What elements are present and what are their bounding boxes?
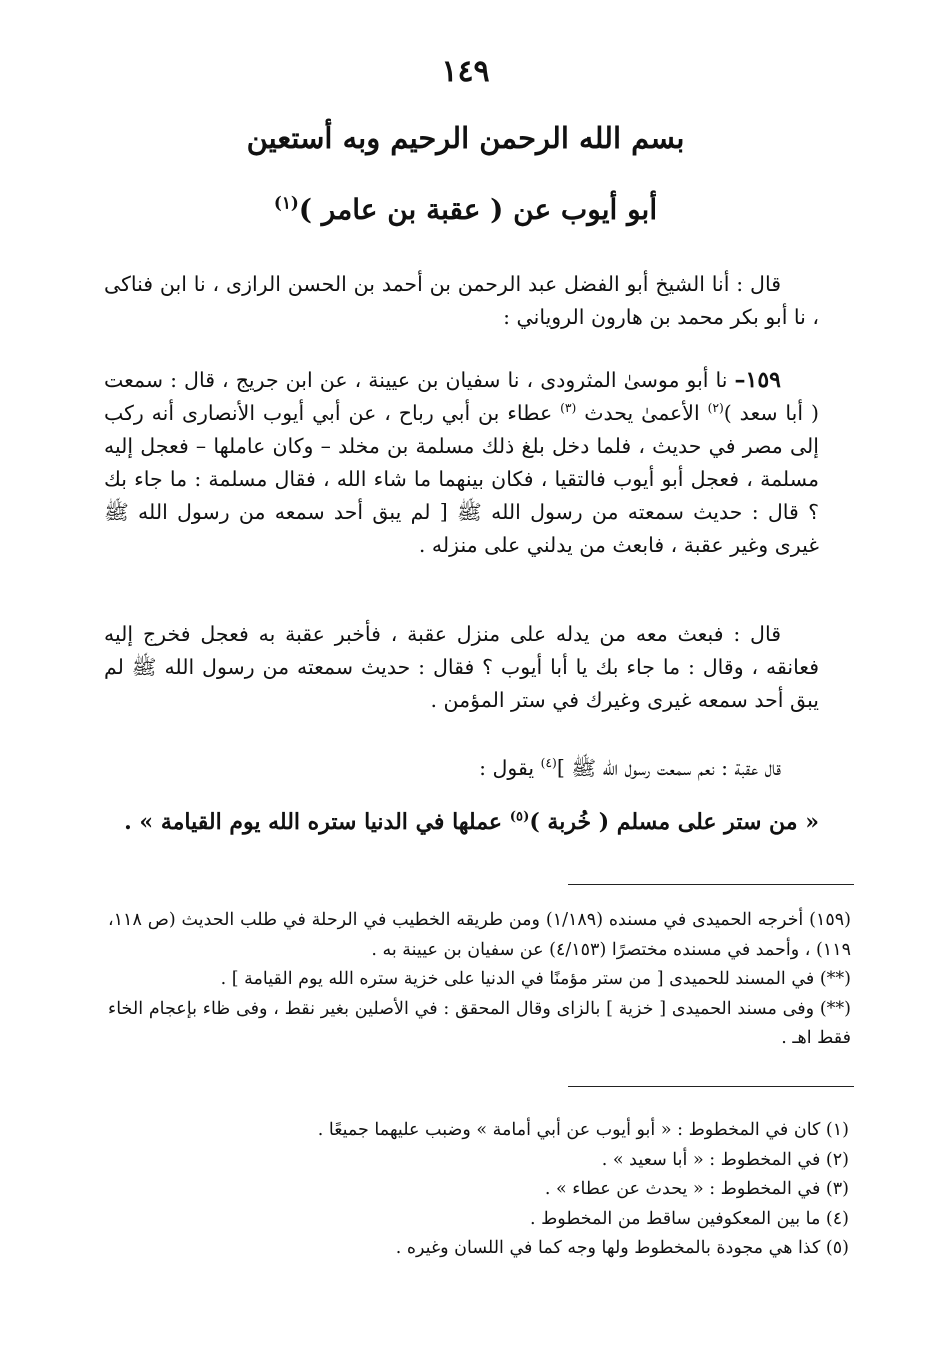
- footnotes: [108, 1116, 849, 1264]
- editor-notes: [108, 906, 851, 1054]
- footnote-ref-2[interactable]: (٢): [707, 401, 724, 416]
- footnote-1: (١) كان في المخطوط : « أبو أيوب عن أبي أمامة » وضبب عليهما جميعًا .: [317, 1120, 849, 1140]
- hadith-paragraph: [104, 364, 819, 562]
- paragraph-3-tail: يقول :: [479, 756, 535, 780]
- footnote-5: (٥) كذا هي مجودة بالمخطوط ولها وجه كما في اللسان وغيره .: [395, 1238, 849, 1258]
- paragraph-2-text: قال : فبعث معه من يدله على منزل عقبة ، فأخبر عقبة به فعجل فخرج إليه فعانقه ، وقال : ما جاء بك يا أبا أيوب ؟ فقال : حديث سمعته من رسول الله ﷺ لم يبق أحد سمعه غيرى وغيرك في ستر المؤمن .: [104, 622, 819, 712]
- paragraph-3-text: قال عقبة : نعم سمعت رسول الله ﷺ ]: [556, 756, 781, 780]
- matn-paragraph: [104, 806, 819, 839]
- footnote-ref-3[interactable]: (٣): [560, 401, 577, 416]
- footnote-ref-1[interactable]: (١): [273, 192, 299, 213]
- narration-paragraph-2: [104, 618, 819, 717]
- editor-note-variant: (**) وفى مسند الحميدى [ خزية ] بالزاى وقال المحقق : في الأصلين بغير نقط ، وفى ظاء بإعجام الخاء فقط اهـ .: [108, 998, 851, 1048]
- paragraph-3: [104, 752, 819, 785]
- hadith-text-2: الأعمىٰ يحدث: [584, 401, 700, 425]
- chapter-title: [0, 188, 931, 232]
- hadith-text-1: نا أبو موسىٰ المثرودى ، نا سفيان بن عيينة ، عن ابن جريج ، قال : سمعت ( أبا سعد ): [104, 368, 819, 425]
- chapter-title-text: أبو أيوب عن ( عقبة بن عامر ): [298, 193, 658, 226]
- isnad-intro: [104, 268, 819, 334]
- page-number: ١٤٩: [441, 54, 490, 89]
- hadith-matn: [104, 806, 819, 839]
- hadith-159: [104, 364, 819, 562]
- hadith-text-3: عطاء بن أبي رباح ، عن أبي أيوب الأنصارى أنه ركب إلى مصر في حديث ، فلما دخل بلغ ذلك مسلمة بن مخلد – وكان عاملها – فعجل إليه مسلمة ، فعجل أبو أيوب فالتقيا ، فكان بينهما ما شاء الله ، فقال مسلمة : ما جاء بك ؟ قال : حديث سمعته من رسول الله ﷺ [ لم يبق أحد سمعه من رسول الله ﷺ غيرى وغير عقبة ، فابعث من يدلني على منزله .: [104, 401, 819, 557]
- notes-divider: [568, 884, 854, 885]
- narration-paragraph-3: [104, 752, 819, 785]
- footnote-4: (٤) ما بين المعكوفين ساقط من المخطوط .: [529, 1208, 849, 1229]
- matn-text-2: عملها في الدنيا ستره الله يوم القيامة » .: [124, 809, 503, 835]
- intro-paragraph: قال : أنا الشيخ أبو الفضل عبد الرحمن بن أحمد بن الحسن الرازى ، نا ابن فناكى ، نا أبو بكر محمد بن هارون الروياني :: [104, 272, 819, 329]
- footnote-3: (٣) في المخطوط : « يحدث عن عطاء » .: [544, 1179, 849, 1199]
- editor-note-musnad: (**) في المسند للحميدى [ من ستر مؤمنًا في الدنيا على خزية ستره الله يوم القيامة ] .: [220, 969, 851, 989]
- footnote-2: (٢) في المخطوط : « أبا سعيد » .: [601, 1149, 849, 1170]
- basmala-heading: بسم الله الرحمن الرحيم وبه أستعين: [246, 121, 685, 155]
- editor-note-takhrij: (١٥٩) أخرجه الحميدى في مسنده (١/١٨٩) ومن طريقه الخطيب في الرحلة في طلب الحديث (ص ١١٨، ١١٩) ، وأحمد في مسنده مختصرًا (٤/١٥٣) عن سفيان بن عيينة به .: [108, 910, 851, 960]
- footnote-ref-5[interactable]: (٥): [509, 809, 530, 825]
- footnotes-divider: [568, 1086, 854, 1087]
- footnote-ref-4[interactable]: (٤): [540, 756, 557, 771]
- hadith-number: ١٥٩–: [734, 367, 781, 393]
- matn-text-1: « من ستر على مسلم ( خُربة ): [529, 809, 819, 835]
